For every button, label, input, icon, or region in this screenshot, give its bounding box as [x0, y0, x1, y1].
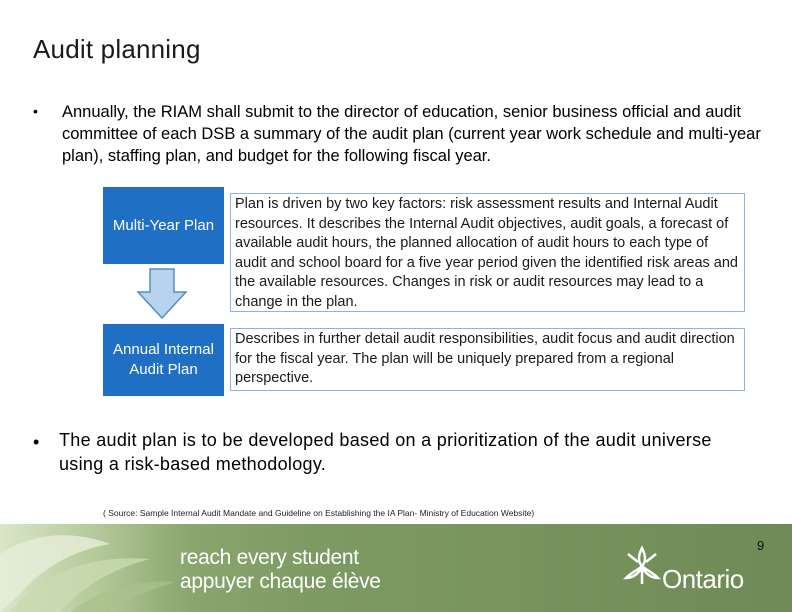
bullet-marker: •	[33, 103, 38, 119]
annual-audit-plan-box	[103, 324, 224, 396]
annual-audit-plan-description: Describes in further detail audit responsibilities, audit focus and audit direction for the fiscal year. The plan will be uniquely prepared from a regional perspective.	[230, 328, 745, 391]
trillium-logo-icon	[620, 544, 664, 588]
source-citation: ( Source: Sample Internal Audit Mandate and Guideline on Establishing the IA Plan- Ministry of Education Website)	[103, 508, 535, 518]
bullet-text-annual-submission: Annually, the RIAM shall submit to the director of education, senior business official and audit committee of each DSB a summary of the audit plan (current year work schedule and multi-year plan), staffing plan, and budget for the following fiscal year.	[62, 103, 761, 165]
bullet-text-risk-based: The audit plan is to be developed based on a prioritization of the audit universe using a risk-based methodology.	[59, 430, 712, 474]
ontario-wordmark: Ontario	[662, 564, 744, 594]
multi-year-plan-description: Plan is driven by two key factors: risk assessment results and Internal Audit resources. It describes the Internal Audit objectives, audit goals, a forecast of available audit hours, the planned allocation of audit hours to each type of audit and school board for a five year period given the identified risk areas and the available resources. Changes in risk or audit resources may lead to a change in the plan.	[230, 193, 745, 312]
footer-slogan-english: reach every student	[180, 546, 359, 569]
footer-slogan-french: appuyer chaque élève	[180, 570, 381, 593]
page-number: 9	[757, 538, 765, 553]
multi-year-plan-box	[103, 187, 224, 264]
multi-year-plan-label: Multi-Year Plan	[112, 216, 215, 234]
down-arrow-icon	[136, 268, 188, 320]
bullet-marker: •	[33, 432, 40, 452]
page-title: Audit planning	[33, 34, 201, 64]
leaf-decoration-icon	[0, 524, 180, 612]
annual-audit-plan-label: Annual Internal Audit Plan	[113, 341, 214, 378]
